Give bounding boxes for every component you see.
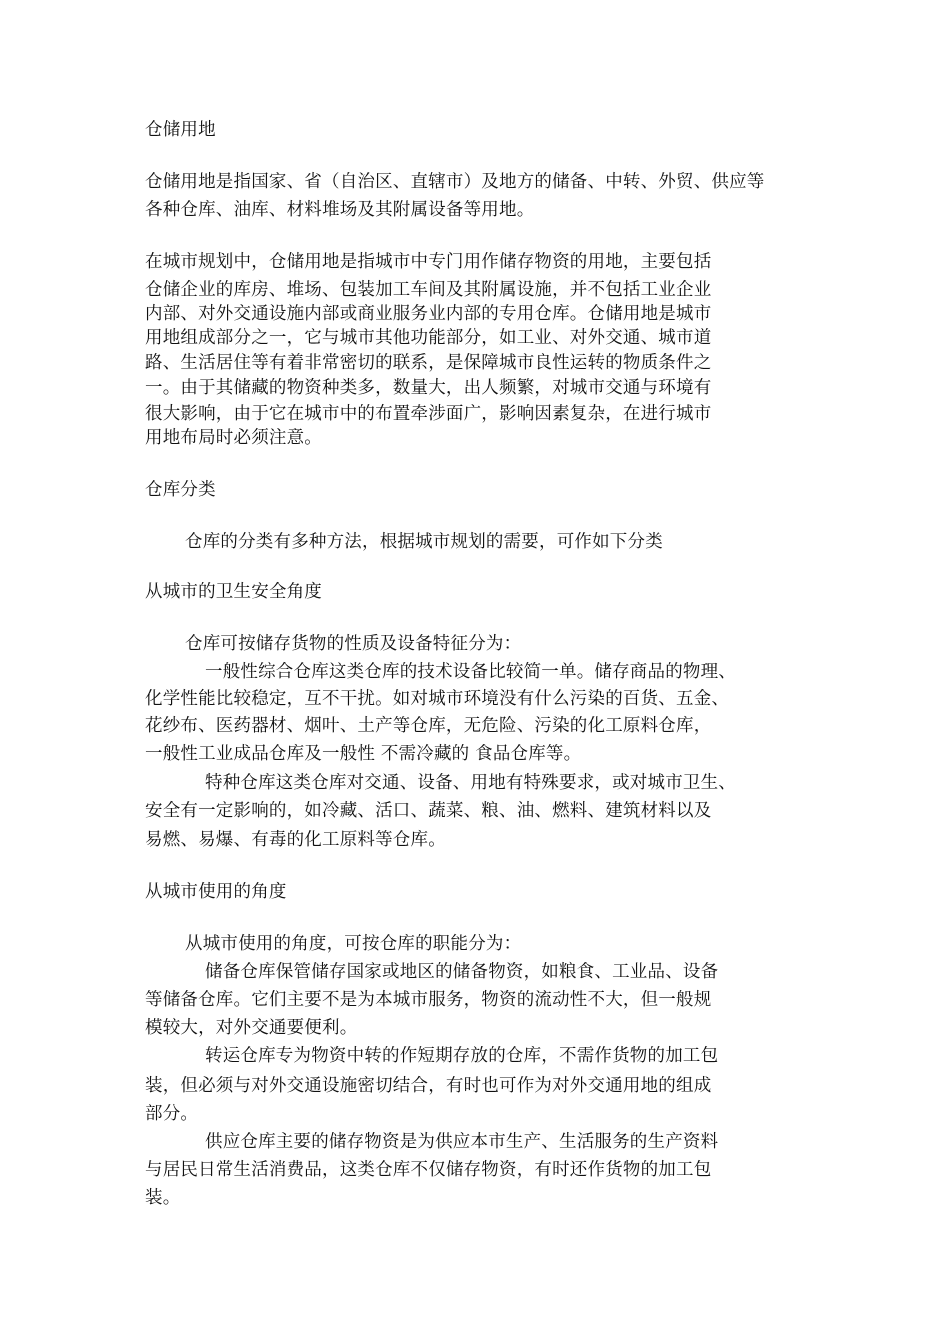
reserve-warehouse-line: 储备仓库保管储存国家或地区的储备物资，如粮食、工业品、设备: [205, 962, 719, 982]
special-warehouse-line: 易燃、易爆、有毒的化工原料等仓库。: [145, 830, 446, 850]
urban-planning-line: 在城市规划中，仓储用地是指城市中专门用作储存物资的用地，主要包括: [145, 252, 712, 272]
urban-planning-line: 内部、对外交通设施内部或商业服务业内部的专用仓库。仓储用地是城市: [145, 304, 712, 324]
special-warehouse-line: 安全有一定影响的，如冷藏、活口、蔬菜、粮、油、燃料、建筑材料以及: [145, 801, 712, 821]
definition-line: 各种仓库、油库、材料堆场及其附属设备等用地。: [145, 200, 535, 220]
supply-warehouse-line: 装。: [145, 1188, 181, 1208]
urban-planning-line: 路、生活居住等有着非常密切的联系，是保障城市良性运转的物质条件之: [145, 353, 712, 373]
general-warehouse-line: 化学性能比较稳定，互不干扰。如对城市环境没有什么污染的百货、五金、: [145, 689, 730, 709]
general-warehouse-line: 一般性综合仓库这类仓库的技术设备比较简一单。储存商品的物理、: [205, 662, 736, 682]
reserve-warehouse-line: 模较大，对外交通要便利。: [145, 1018, 358, 1038]
supply-warehouse-line: 供应仓库主要的储存物资是为供应本市生产、生活服务的生产资料: [205, 1132, 719, 1152]
heading-sanitary-safety: 从城市的卫生安全角度: [145, 582, 322, 602]
transit-warehouse-line: 装，但必须与对外交通设施密切结合，有时也可作为对外交通用地的组成: [145, 1076, 712, 1096]
supply-warehouse-line: 与居民日常生活消费品，这类仓库不仅储存物资，有时还作货物的加工包: [145, 1160, 712, 1180]
urban-planning-line: 一。由于其储藏的物资种类多，数量大，出人频繁，对城市交通与环境有: [145, 378, 712, 398]
urban-planning-line: 用地组成部分之一，它与城市其他功能部分，如工业、对外交通、城市道: [145, 328, 712, 348]
heading-classification: 仓库分类: [145, 480, 216, 500]
definition-line: 仓储用地是指国家、省（自治区、直辖市）及地方的储备、中转、外贸、供应等: [145, 172, 765, 192]
urban-planning-line: 很大影响，由于它在城市中的布置牵涉面广，影响因素复杂，在进行城市: [145, 404, 712, 424]
transit-warehouse-line: 转运仓库专为物资中转的作短期存放的仓库，不需作货物的加工包: [205, 1046, 719, 1066]
sanitary-intro: 仓库可按储存货物的性质及设备特征分为：: [185, 634, 522, 654]
heading-storage-land: 仓储用地: [145, 120, 216, 140]
reserve-warehouse-line: 等储备仓库。它们主要不是为本城市服务，物资的流动性不大，但一般规: [145, 990, 712, 1010]
urban-planning-line: 仓储企业的库房、堆场、包装加工车间及其附属设施，并不包括工业企业: [145, 280, 712, 300]
special-warehouse-line: 特种仓库这类仓库对交通、设备、用地有特殊要求，或对城市卫生、: [205, 773, 736, 793]
urban-planning-line: 用地布局时必须注意。: [145, 428, 322, 448]
general-warehouse-line: 一般性工业成品仓库及一般性 不需冷藏的 食品仓库等。: [145, 744, 582, 764]
general-warehouse-line: 花纱布、医药器材、烟叶、土产等仓库，无危险、污染的化工原料仓库，: [145, 716, 712, 736]
city-use-intro: 从城市使用的角度，可按仓库的职能分为：: [185, 934, 522, 954]
classification-intro: 仓库的分类有多种方法，根据城市规划的需要，可作如下分类: [185, 532, 663, 552]
transit-warehouse-line: 部分。: [145, 1104, 199, 1124]
heading-city-use: 从城市使用的角度: [145, 882, 287, 902]
